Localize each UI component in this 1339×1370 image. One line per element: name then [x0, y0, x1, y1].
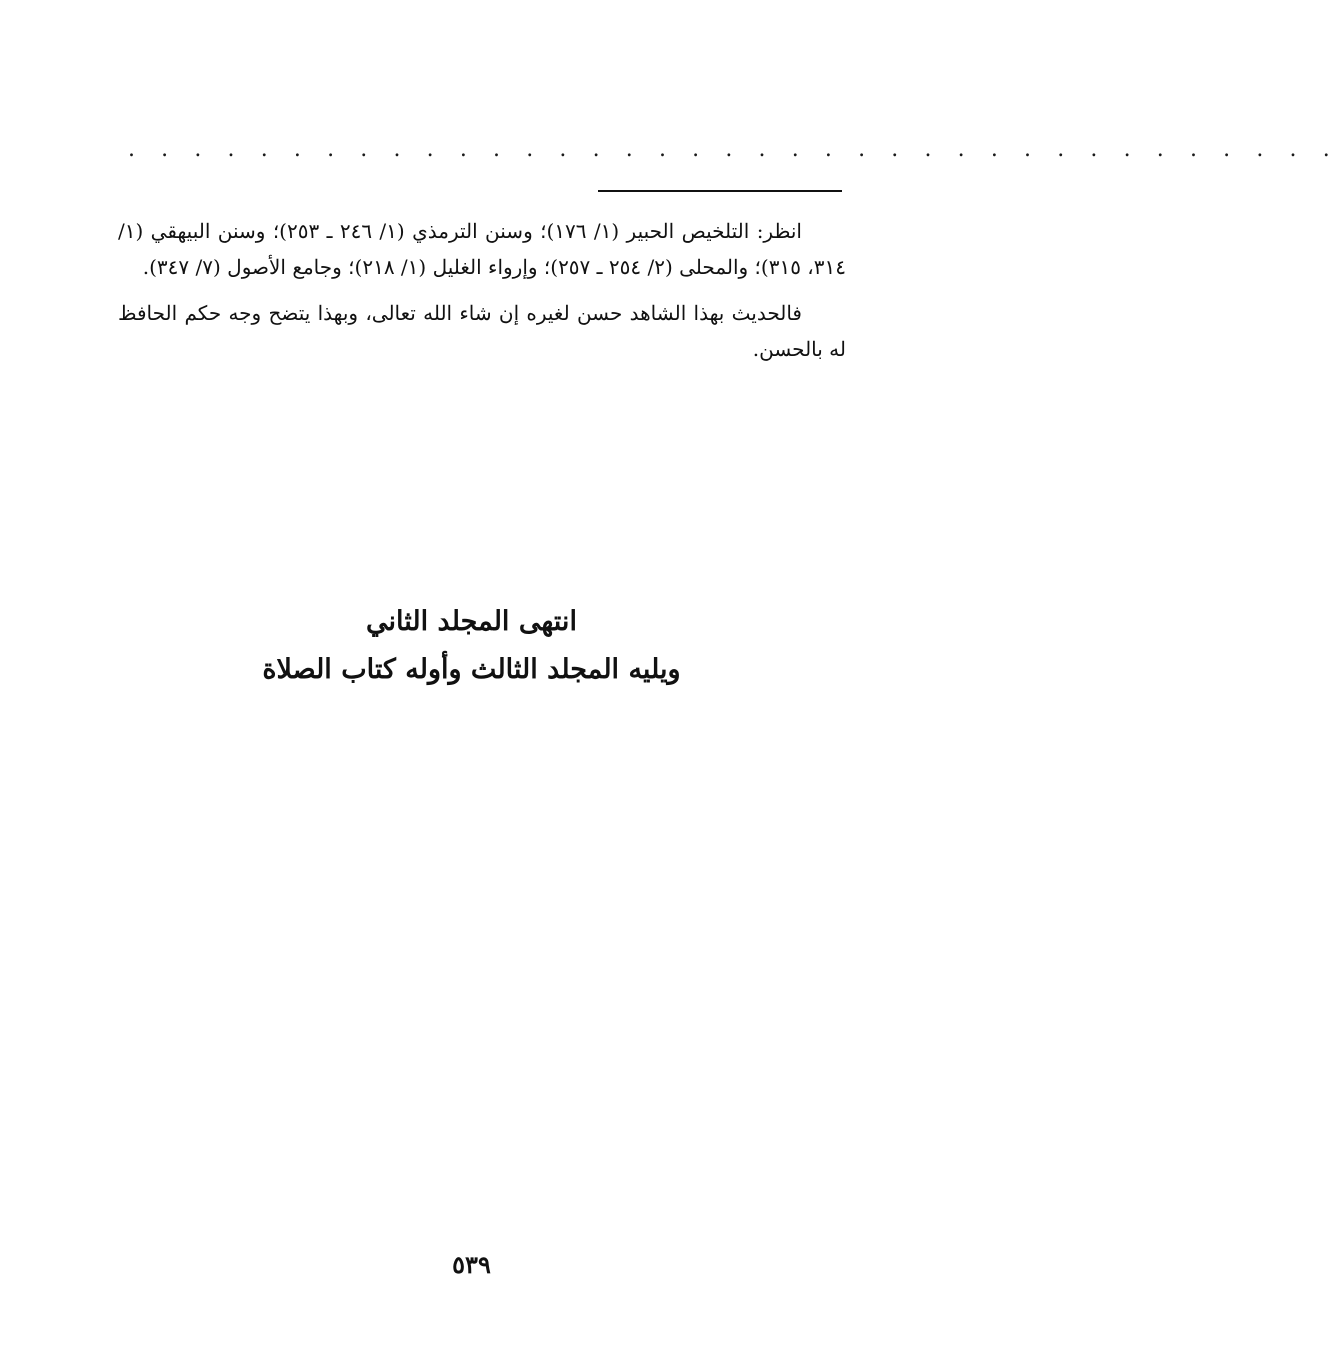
volume-closing-note — [0, 598, 943, 694]
footnote-conclusion-paragraph: فالحديث بهذا الشاهد حسن لغيره إن شاء الله تعالى، وبهذا يتضح وجه حكم الحافظ له بالحسن. — [118, 301, 846, 361]
next-volume-line: ويليه المجلد الثالث وأوله كتاب الصلاة — [262, 654, 681, 685]
separator-dots: . . . . . . . . . . . . . . . . . . . . . . . . . . . . . . . . . . . . . — [128, 137, 1339, 162]
volume-end-line: انتهى المجلد الثاني — [366, 606, 577, 637]
footnote-section — [118, 213, 846, 377]
page-number: ٥٣٩ — [452, 1250, 491, 1279]
footnote-rule — [598, 190, 842, 192]
footnote-references-paragraph: انظر: التلخيص الحبير (١/ ١٧٦)؛ وسنن الترمذي (١/ ٢٤٦ ـ ٢٥٣)؛ وسنن البيهقي (١/ ٣١٤، ٣١٥)؛ والمحلى (٢/ ٢٥٤ ـ ٢٥٧)؛ وإرواء الغليل (١/ ٢١٨)؛ وجامع الأصول (٧/ ٣٤٧). — [118, 219, 846, 279]
